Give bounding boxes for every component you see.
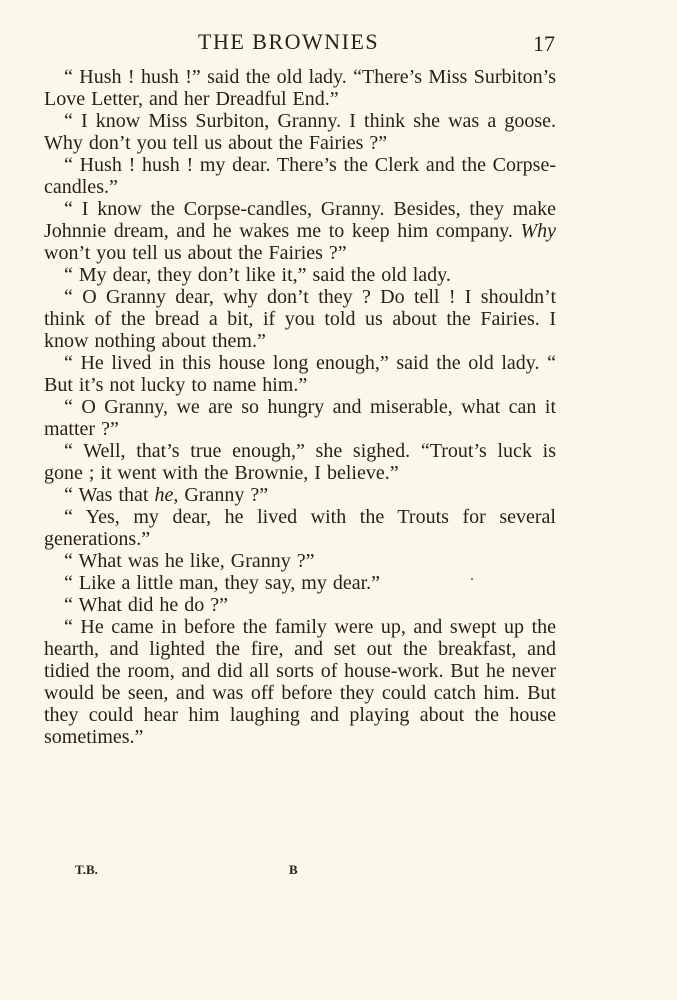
emphasis: Why [520, 220, 556, 242]
paragraph: “ Like a little man, they say, my dear.” [64, 572, 381, 594]
signature-mark-right: B [289, 862, 298, 877]
paragraph: “ He came in before the family were up, and swept up the hearth, and lighted the fire, and set out the breakfast, and tidied the room, and did all sorts of house-work. But he never would be seen, and was off before they could catch him. But they could hear him laughing and playing about the house sometimes.” [44, 616, 556, 748]
page-number: 17 [533, 31, 555, 56]
paragraph: “ Yes, my dear, he lived with the Trouts for several generations.” [44, 506, 556, 550]
paragraph: “ I know the Corpse-candles, Granny. Besides, they make Johnnie dream, and he wakes me to keep him company. Why won’t you tell us about the Fairies ?” [44, 198, 556, 264]
running-head [0, 28, 677, 58]
paragraph: “ O Granny, we are so hungry and miserable, what can it matter ?” [44, 396, 556, 440]
paragraph: “ I know Miss Surbiton, Granny. I think she was a goose. Why don’t you tell us about the Fairies ?” [44, 110, 556, 154]
paragraph: “ My dear, they don’t like it,” said the old lady. [64, 264, 451, 286]
paragraph: “ Hush ! hush !” said the old lady. “There’s Miss Surbiton’s Love Letter, and her Dreadful End.” [44, 66, 556, 110]
signature-footer [0, 862, 677, 882]
print-speck [471, 578, 473, 580]
paragraph: “ Hush ! hush ! my dear. There’s the Clerk and the Corpse-candles.” [44, 154, 556, 198]
paragraph: “ Well, that’s true enough,” she sighed. “Trout’s luck is gone ; it went with the Brownie, I believe.” [44, 440, 556, 484]
body-text [44, 66, 556, 748]
paragraph: “ What was he like, Granny ?” [64, 550, 315, 572]
signature-mark-left: T.B. [75, 862, 98, 877]
paragraph: “ Was that he, Granny ?” [64, 484, 269, 506]
paragraph: “ He lived in this house long enough,” said the old lady. “ But it’s not lucky to name him.” [44, 352, 556, 396]
paragraph: “ O Granny dear, why don’t they ? Do tell ! I shouldn’t think of the bread a bit, if you told us about the Fairies. I know nothing about them.” [44, 286, 556, 352]
paragraph: “ What did he do ?” [64, 594, 229, 616]
running-title: THE BROWNIES [198, 29, 380, 54]
emphasis: he, [154, 484, 179, 506]
